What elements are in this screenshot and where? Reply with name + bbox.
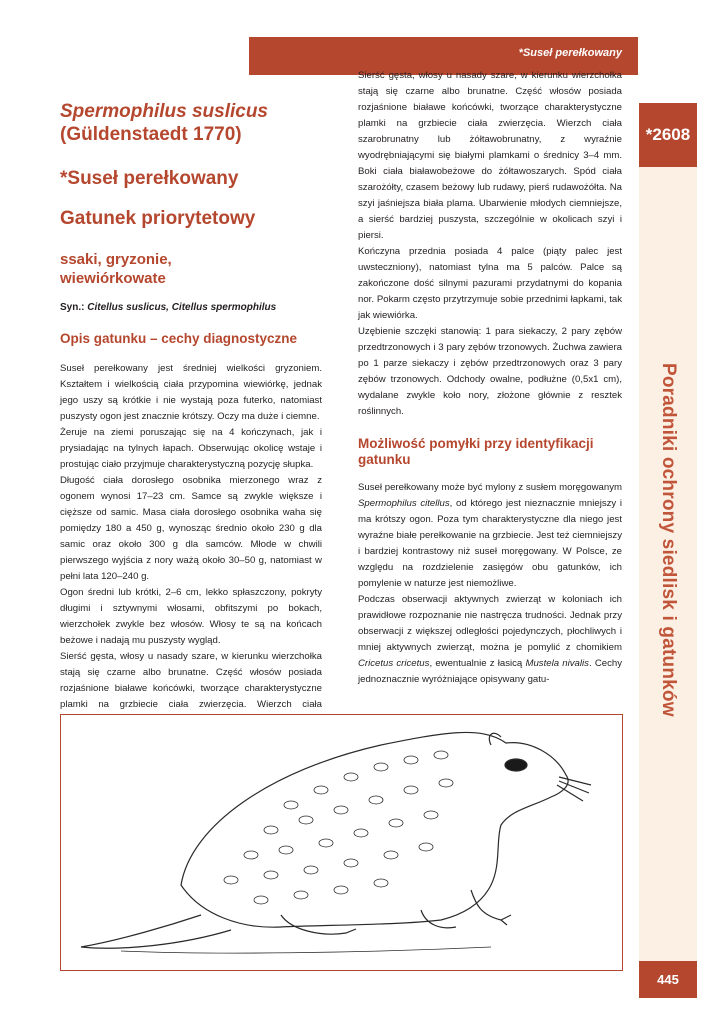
paragraph [358,592,622,688]
paragraph: Długość ciała dorosłego osobnika mierzonego wraz z ogonem wynosi 17–23 cm. Samce są zwykle większe i cięższe od samic. Masa ciała dorosłego osobnika waha się pomiędzy 180 a 450 g, wynosząc średnio około 230 g dla samic oraz około 300 g dla samców. Młode w chwili pierwszego wyjścia z nory ważą około 30–50 g, natomiast w pełni lata 120–240 g. [60,475,322,582]
paragraph: Ogon średni lub krótki, 2–6 cm, lekko spłaszczony, pokryty długimi i sztywnymi włosami, obfitszymi po bokach, wierzchołek zwykle bez włosów. Włosy te są na końcach beżowe i nadają mu puszysty wygląd. [60,587,322,646]
priority-status: Gatunek priorytetowy [60,208,256,229]
species-author: (Güldenstaedt 1770) [60,124,242,145]
habitat-code: *2608 [639,103,697,167]
description-text [60,361,322,710]
synonyms [60,302,322,313]
paragraph: Kończyna przednia posiada 4 palce (piąty palec jest uwsteczniony), natomiast tylna ma 5 palców. Palce są zakończone dość silnymi pazurami przydatnymi do kopania nor. Pokarm często przytrzymuje sobie przednimi łapkami, tak jak wiewiórka. [358,246,622,321]
text-run: Podczas obserwacji aktywnych zwierząt w koloniach ich prawidłowe rozpoznanie nie nastręcza trudności. Jednak przy obserwacji z większej odległości pojedynczych, płochliwych i mniej aktywnych zwierząt, można je pomylić z chomikiem [358,594,622,653]
left-column [60,100,322,710]
side-tab [639,103,697,998]
series-title: Poradniki ochrony siedlisk i gatunków [658,363,679,717]
synonyms-label: Syn.: [60,302,85,313]
mistake-text [358,480,622,688]
paragraph: Uzębienie szczęki stanowią: 1 para siekaczy, 2 pary zębów przedtrzonowych i 3 pary zębów trzonowych. Żuchwa zawiera po 1 parze siekaczy i zębów przedtrzonowych oraz 3 pary zębów trzonowych. Odchody owalne, podłużne (0,5x1 cm), wydalane zwykle koło nory, złożone głównie z resztek roślinnych. [358,326,622,417]
text-run: . Cechy jednoznacznie wyróżniające opisywany gatu- [358,658,623,685]
page-number: 445 [639,961,697,998]
species-polish-name: *Suseł perełkowany [60,168,239,189]
paragraph: Suseł perełkowany jest średniej wielkości gryzoniem. Kształtem i wielkością ciała przypomina wiewiórkę, jednak jego uszy są krótkie i nie wystają poza futerko, natomiast puszysty ogon jest znacznie krótszy. Oczy ma duże i ciemne. [60,363,322,422]
synonyms-values: Citellus suslicus, Citellus spermophilus [87,302,277,313]
right-column [358,70,623,688]
latin-name: Spermophilus citellus [358,498,450,509]
text-run: , ewentualnie z łasicą [429,658,526,669]
paragraph: Żeruje na ziemi poruszając się na 4 kończynach, jak i prysiadając na tylnych łapach. Obserwując okolicę wstaje i prostując ciało przyjmuje charakterystyczną pozycję słupka. [60,427,322,470]
classification-line-2: wiewiórkowate [60,270,166,287]
latin-name: Mustela nivalis [525,658,589,669]
text-run: , od którego jest nieznacznie mniejszy i ma krótszy ogon. Poza tym charakterystyczne dla niego jest wyraźne białe perełkowanie na grzbiecie. Jest też ciemniejszy i bardziej kontrastowy niż suseł moręgowany. W Polsce, ze względu na rozdzielenie zasięgów obu gatunków, ich pomylenie w naturze jest niemożliwe. [358,498,623,589]
latin-name: Cricetus cricetus [358,658,430,669]
running-header-title: *Suseł perełkowany [518,47,622,59]
paragraph-continued [358,70,622,244]
ground-squirrel-drawing-icon [61,715,622,970]
text-run: Suseł perełkowany może być mylony z susłem moręgowanym [358,482,622,493]
classification-line-1: ssaki, gryzonie, [60,251,172,268]
classification [60,250,322,288]
paragraph-continued-text: Sierść gęsta, włosy u nasady szare, w kierunku wierzchołka stają się czarne albo brunatne. Część włosów posiada rozjaśnione białawe końcówki, tworzące charakterystyczne plamki na grzbiecie ciała zwierzęcia. Wierzch ciała szarobrunatny lub żółtawobrunatny, z wyraźnie wyodrębniającymi się białymi plamkami o średnicy 3–4 mm. Boki ciała białawobeżowe do żółtawoszarych. Spód ciała szarożółty, czasem beżowy lub rudawy, pierś rudawożółta. Na szyi jaśniejsza biała plama. Ubarwienie młodych ciemniejsze, a sierść bardziej puszysta, szczególnie w okolicach szyi i piersi. [358,70,622,241]
paragraph: Sierść gęsta, włosy u nasady szare, w kierunku wierzchołka stają się czarne albo brunatne. Część włosów posiada rozjaśnione białawe końcówki, tworzące charakterystyczne plamki na grzbiecie ciała zwierzęcia. Wierzch ciała [60,651,322,710]
paragraph [358,480,622,592]
species-latin-name: Spermophilus suslicus [60,101,268,122]
species-illustration [60,714,623,971]
section-heading-mistake: Możliwość pomyłki przy identyfikacji gatunku [358,436,594,467]
section-heading-description: Opis gatunku – cechy diagnostyczne [60,331,298,346]
